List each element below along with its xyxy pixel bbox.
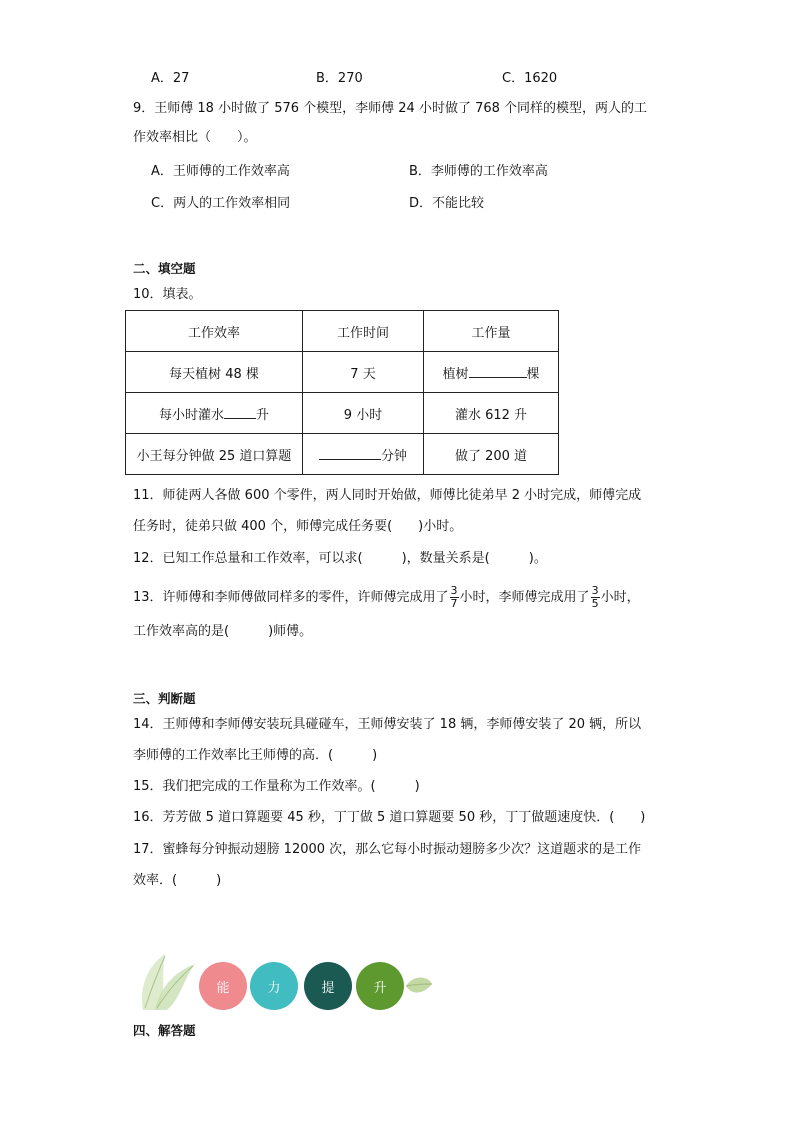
answer-blank[interactable] — [319, 446, 381, 460]
table-cell: 7 天 — [303, 352, 424, 393]
table-header: 工作时间 — [303, 311, 424, 352]
small-leaf-icon — [404, 974, 434, 998]
q14-line1: 14．王师傅和李师傅安装玩具碰碰车，王师傅安装了 18 辆，李师傅安装了 20 辆，所以 — [133, 717, 642, 732]
q9-option-b: B．李师傅的工作效率高 — [409, 164, 548, 179]
q15-text: 15．我们把完成的工作量称为工作效率。( ) — [133, 779, 420, 794]
fraction-numerator: 3 — [450, 584, 458, 597]
banner-circle-1: 能 — [199, 962, 247, 1010]
q13-line2: 工作效率高的是( )师傅。 — [133, 624, 313, 639]
q11-line2: 任务时，徒弟只做 400 个，师傅完成任务要( )小时。 — [133, 519, 463, 534]
section-title-fill-in: 二、填空题 — [133, 261, 196, 276]
q17-line1: 17．蜜蜂每分钟振动翅膀 12000 次，那么它每小时振动翅膀多少次？这道题求的是工作 — [133, 842, 642, 857]
table-cell: 小王每分钟做 25 道口算题 — [126, 434, 303, 475]
fraction-denominator: 5 — [591, 597, 599, 610]
cell-text: 棵 — [526, 366, 540, 382]
table-cell — [303, 434, 424, 475]
q16-text: 16．芳芳做 5 道口算题要 45 秒，丁丁做 5 道口算题要 50 秒，丁丁做题速度快．( ) — [133, 810, 646, 825]
q9-option-c: C．两人的工作效率相同 — [151, 196, 291, 211]
table-cell — [424, 352, 559, 393]
table-cell: 每天植树 48 棵 — [126, 352, 303, 393]
q8-option-b: B．270 — [316, 71, 363, 86]
banner-circle-2: 力 — [250, 962, 298, 1010]
fraction-numerator: 3 — [591, 584, 599, 597]
q8-option-a: A．27 — [151, 71, 190, 86]
q13-text: 小时，李师傅完成用了 — [459, 590, 590, 605]
fraction-denominator: 7 — [450, 597, 458, 610]
q9-line1: 9．王师傅 18 小时做了 576 个模型，李师傅 24 小时做了 768 个同样的模型，两人的工 — [133, 101, 648, 116]
q13-line1 — [133, 585, 640, 611]
cell-text: 每小时灌水 — [158, 407, 224, 423]
table-cell: 9 小时 — [303, 393, 424, 434]
q13-text: 小时， — [600, 590, 640, 605]
cell-text: 植树 — [442, 366, 469, 382]
section-title-answer: 四、解答题 — [133, 1023, 196, 1038]
q8-option-c: C．1620 — [502, 71, 558, 86]
q9-option-a: A．王师傅的工作效率高 — [151, 164, 290, 179]
q13-text: 13．许师傅和李师傅做同样多的零件，许师傅完成用了 — [133, 590, 449, 605]
q10-title: 10．填表。 — [133, 287, 202, 302]
banner-circle-3: 提 — [304, 962, 352, 1010]
answer-blank[interactable] — [224, 405, 256, 419]
q9-option-d: D．不能比较 — [409, 196, 485, 211]
table-header: 工作量 — [424, 311, 559, 352]
table-row — [126, 393, 559, 434]
leaf-decoration-icon — [137, 950, 207, 1012]
fraction-3-7 — [450, 585, 459, 610]
table-row — [126, 434, 559, 475]
banner-circle-4: 升 — [356, 962, 404, 1010]
q12-text: 12．已知工作总量和工作效率，可以求( )，数量关系是( )。 — [133, 551, 547, 566]
table-cell: 做了 200 道 — [424, 434, 559, 475]
q11-line1: 11．师徒两人各做 600 个零件，两人同时开始做，师傅比徒弟早 2 小时完成，师傅完成 — [133, 488, 642, 503]
q14-line2: 李师傅的工作效率比王师傅的高．( ) — [133, 748, 378, 763]
table-header-row — [126, 311, 559, 352]
q9-line2: 作效率相比（ ）。 — [133, 130, 257, 145]
q17-line2: 效率．( ) — [133, 873, 222, 888]
cell-text: 分钟 — [380, 448, 407, 464]
work-table — [125, 310, 559, 475]
table-header: 工作效率 — [126, 311, 303, 352]
fraction-3-5 — [591, 585, 600, 610]
section-title-judgement: 三、判断题 — [133, 691, 196, 706]
table-cell: 灌水 612 升 — [424, 393, 559, 434]
table-cell — [126, 393, 303, 434]
answer-blank[interactable] — [469, 364, 527, 378]
table-row — [126, 352, 559, 393]
cell-text: 升 — [256, 407, 270, 423]
